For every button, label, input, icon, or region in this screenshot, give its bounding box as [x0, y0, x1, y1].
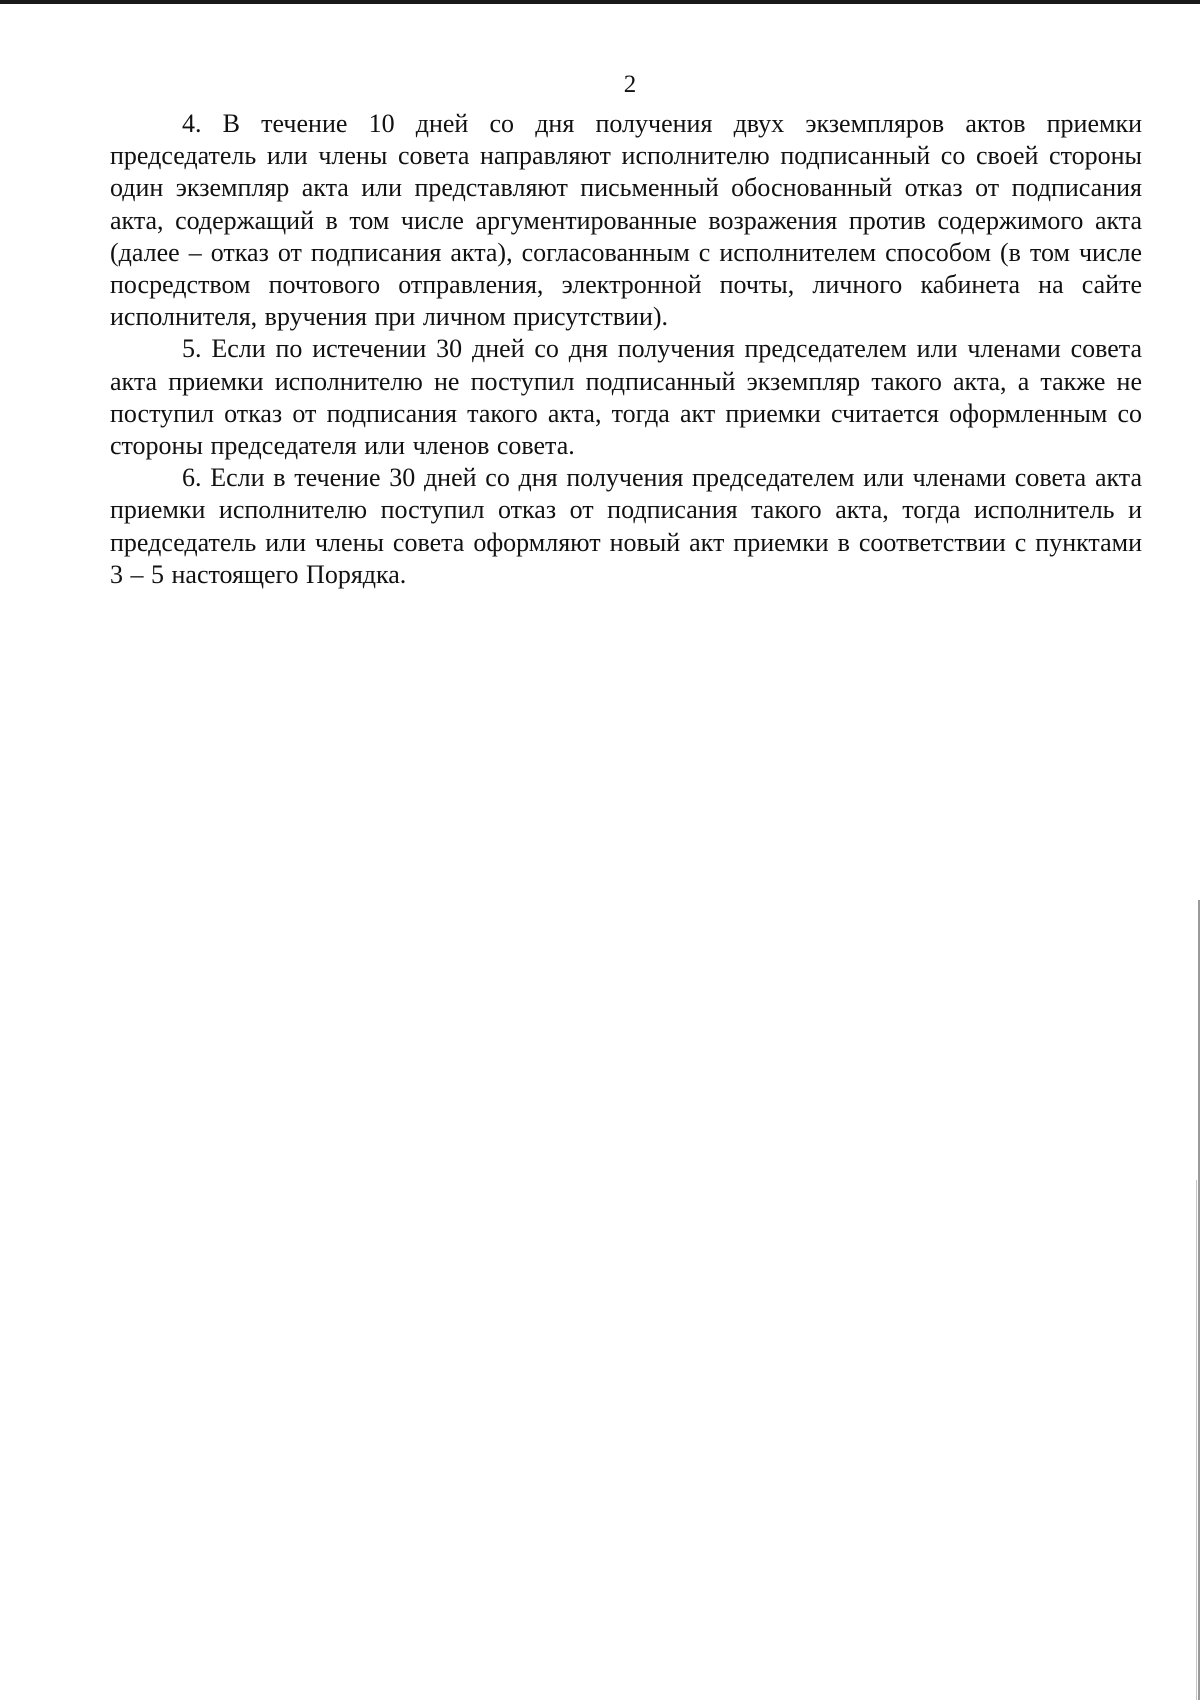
page-number: 2 [623, 71, 637, 98]
paragraph-item-4: 4. В течение 10 дней со дня получения двух экземпляров актов приемки председатель или члены совета направляют исполнителю подписанный со своей стороны один экземпляр акта или представляют письменный обоснованный отказ от подписания акта, содержащий в том числе аргументированные возражения против содержимого акта (далее – отказ от подписания акта), согласованным с исполнителем способом (в том числе посредством почтового отправления, электронной почты, личного кабинета на сайте исполнителя, вручения при личном присутствии). [110, 109, 1142, 332]
document-body [110, 108, 1142, 591]
scan-top-edge [0, 0, 1200, 4]
paragraph-item-6: 6. Если в течение 30 дней со дня получения председателем или членами совета акта приемки исполнителю поступил отказ от подписания такого акта, тогда исполнитель и председатель или члены совета оформляют новый акт приемки в соответствии с пунктами 3 – 5 настоящего Порядка. [110, 463, 1142, 589]
paragraph-item-5: 5. Если по истечении 30 дней со дня получения председателем или членами совета акта приемки исполнителю не поступил подписанный экземпляр такого акта, а также не поступил отказ от подписания такого акта, тогда акт приемки считается оформленным со стороны председателя или членов совета. [110, 334, 1142, 461]
scan-right-edge-faint [1196, 1180, 1197, 1700]
